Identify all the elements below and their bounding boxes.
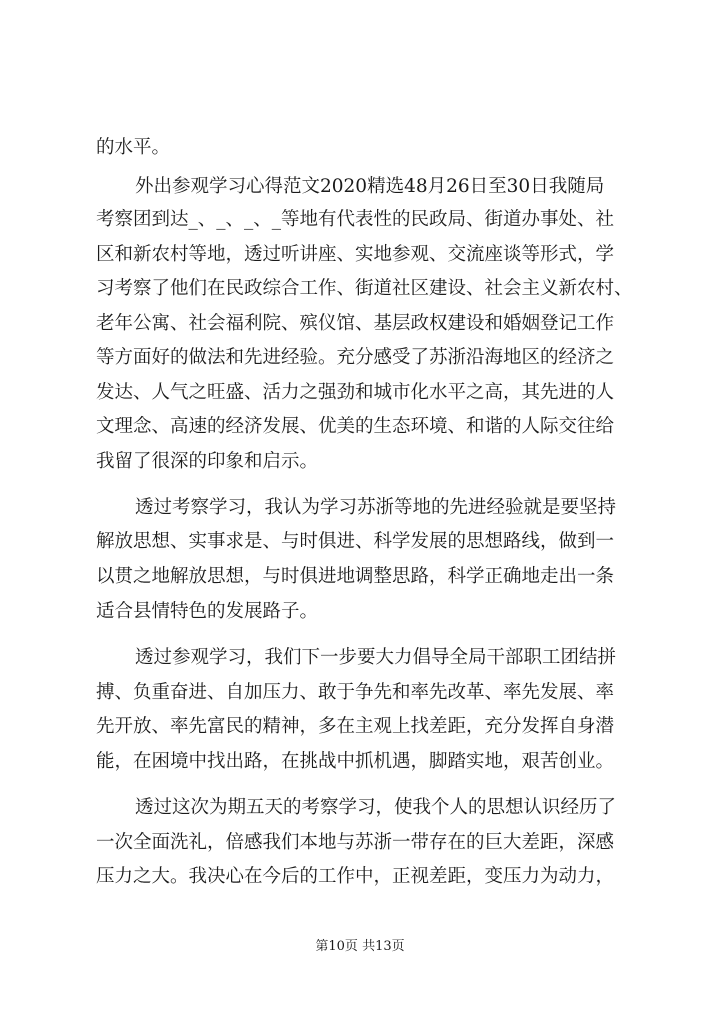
text-line: 文理念、高速的经济发展、优美的生态环境、和谐的人际交往给 <box>96 416 615 437</box>
text-line: 透过考察学习，我认为学习苏浙等地的先进经验就是要坚持 <box>135 497 617 518</box>
text-line: 以贯之地解放思想，与时俱进地调整思路，科学正确地走出一条 <box>96 566 615 587</box>
text-line: 等方面好的做法和先进经验。充分感受了苏浙沿海地区的经济之 <box>96 347 615 368</box>
text-line: 考察团到达_、_、_、_等地有代表性的民政局、街道办事处、社 <box>96 209 615 230</box>
text-line: 习考察了他们在民政综合工作、街道社区建设、社会主义新农村、 <box>96 278 633 299</box>
text-line: 搏、负重奋进、自加压力、敢于争先和率先改革、率先发展、率 <box>96 682 615 703</box>
text-line: 适合县情特色的发展路子。 <box>96 601 319 622</box>
text-line: 的水平。 <box>96 137 171 158</box>
text-line: 区和新农村等地，透过听讲座、实地参观、交流座谈等形式，学 <box>96 244 615 265</box>
text-line: 老年公寓、社会福利院、殡仪馆、基层政权建设和婚姻登记工作 <box>96 313 615 334</box>
text-line: 能，在困境中找出路，在挑战中抓机遇，脚踏实地，艰苦创业。 <box>96 751 615 772</box>
text-line: 解放思想、实事求是、与时俱进、科学发展的思想路线，做到一 <box>96 531 615 552</box>
text-line: 透过参观学习，我们下一步要大力倡导全局干部职工团结拼 <box>135 647 617 668</box>
text-line: 一次全面洗礼，倍感我们本地与苏浙一带存在的巨大差距，深感 <box>96 832 615 853</box>
text-line: 外出参观学习心得范文2020精选48月26日至30日我随局 <box>135 176 605 197</box>
page-number-footer: 第10页 共13页 <box>315 939 405 954</box>
text-line: 透过这次为期五天的考察学习，使我个人的思想认识经历了 <box>135 797 617 818</box>
text-line: 压力之大。我决心在今后的工作中，正视差距，变压力为动力， <box>96 866 615 887</box>
text-line: 发达、人气之旺盛、活力之强劲和城市化水平之高，其先进的人 <box>96 382 615 403</box>
text-line: 先开放、率先富民的精神，多在主观上找差距，充分发挥自身潜 <box>96 716 615 737</box>
text-line: 我留了很深的印象和启示。 <box>96 451 319 472</box>
